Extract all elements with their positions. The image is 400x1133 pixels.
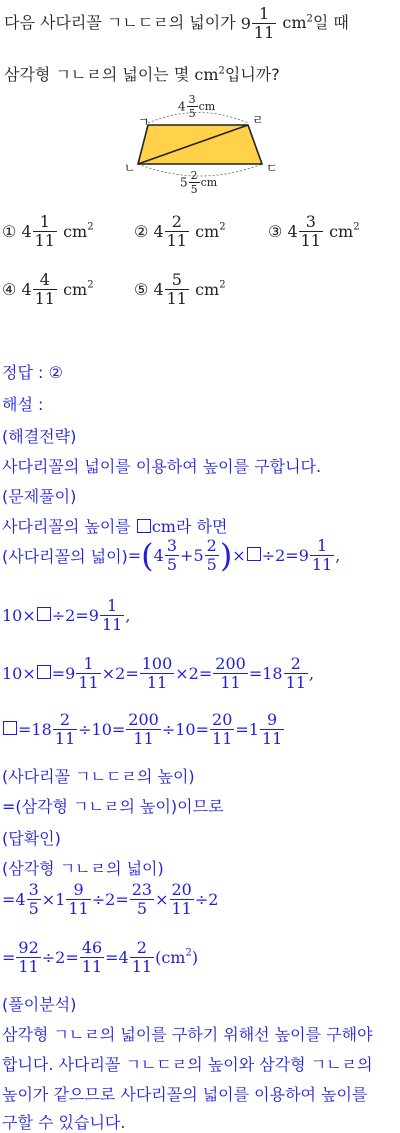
eq-num: 2 [188,664,199,683]
bottom-length-label [180,170,217,195]
option-whole: 4 [21,222,32,241]
eq-num: 11 [171,899,192,918]
eq-num: 11 [131,957,153,976]
option-den: 11 [166,231,187,250]
eq-num: 11 [220,673,241,692]
eq-num: 9 [65,664,76,683]
solve-text-b: 라 하면 [175,517,228,536]
unit: cm [194,65,219,84]
option-den: 11 [34,231,55,250]
check-label: (삼각형 ㄱㄴㄹ의 넓이) [2,859,164,878]
eq-num: 11 [261,729,283,748]
strategy-text: 사다리꼴의 넓이를 이용하여 높이를 구합니다. [2,457,322,476]
eq-num: 2 [53,712,77,730]
eq1-label: (사다리꼴의 넓이) [2,547,128,566]
area-whole: 9 [240,14,251,33]
option-unit-exp: 2 [87,221,94,233]
eq-num: 92 [18,938,39,957]
option-whole: 4 [153,280,164,299]
strategy-title: (해결전략) [2,427,77,446]
eq-num: 1 [55,890,66,909]
eq-num: 9 [260,712,284,730]
eq-num: 11 [212,729,233,748]
eq-num: 18 [31,720,52,739]
eq-num: 4 [118,948,129,967]
option-whole: 4 [153,222,164,241]
equation-5: =4 $\frac{3}{5}$ ×1 $\frac{9}{11}$ ÷2= $\frac{23}{5}$ × $\frac{20}{11}$ ÷2 [2,880,219,918]
option-fraction [33,214,57,249]
eq-num: 100 [141,654,173,673]
unknown-box [137,519,151,533]
eq-num: 9 [66,882,90,900]
analysis-line-1: 삼각형 ㄱㄴㄹ의 넓이를 구하기 위해선 높이를 구해야 [2,1025,373,1044]
analysis-line-3: 높이가 같으므로 사다리꼴의 넓이를 이용하여 높이를 [2,1085,368,1104]
eq-num: 1 [76,656,100,674]
option-unit-exp: 2 [219,221,226,233]
equation-6: = $\frac{92}{11}$ ÷2= $\frac{46}{11}$ =4 $\frac{2}{11}$ $(cm^2)$ [2,938,199,976]
analysis-title: (풀이분석) [2,995,77,1014]
bottom-num: 2 [190,169,198,182]
eq-num: 9 [298,546,309,565]
top-length-whole: 4 [178,99,186,114]
option-num: 1 [33,214,57,232]
equation-3: 10× =9 $\frac{1}{11}$ ×2= $\frac{100}{11}$ ×2= $\frac{200}{11}$ =18 $\frac{2}{11}$ , [2,654,315,692]
eq-num: 2 [115,664,126,683]
option-whole: 4 [21,280,32,299]
eq-num: 10 [91,720,112,739]
top-length-unit: cm [198,100,216,113]
eq-num: 10 [2,664,23,683]
eq-num: 46 [81,938,103,957]
solve-text-a: 사다리꼴의 높이를 [2,517,136,536]
area-unit: cm [282,13,307,32]
answer-label: 정답 : ② [2,363,63,382]
bottom-length-unit: cm [200,176,218,189]
option-whole: 4 [287,222,298,241]
vertex-d-label: ㄷ [266,161,278,175]
question-text: 다음 사다리꼴 ㄱㄴㄷㄹ의 넓이가 [4,13,241,32]
eq-num: 11 [18,957,39,976]
option-den: 11 [300,231,321,250]
option-num: 4 [33,272,57,290]
option-fraction [299,214,323,249]
option-fraction [33,272,57,307]
option-unit-exp: 2 [87,279,94,291]
eq-num: 9 [88,606,99,625]
unit-exp: 2 [218,65,225,77]
question-text-2: 삼각형 ㄱㄴㄹ의 넓이는 몇 [4,65,195,84]
analysis-line-2: 합니다. 사다리꼴 ㄱㄴㄷㄹ의 높이와 삼각형 ㄱㄴㄹ의 [2,1055,373,1074]
eq-num: 20 [171,880,192,899]
equation-2: 10× ÷2=9 $\frac{1}{11}$ , [2,596,131,634]
unknown-box [247,547,261,561]
option-1[interactable] [2,214,94,249]
eq-num: 11 [68,899,89,918]
eq-num: 200 [215,654,246,673]
bottom-length-whole: 5 [180,175,188,190]
option-unit: cm [329,222,354,241]
option-mark: ① [2,222,17,241]
analysis-line-4: 구할 수 있습니다. [2,1113,126,1132]
option-num: 5 [165,272,189,290]
eq-num: 11 [133,729,154,748]
eq-num: 1 [100,598,124,616]
eq-num: 2 [208,890,219,909]
area-numerator: 1 [252,6,276,24]
eq-num: 4 [15,890,26,909]
equation-4: =18 $\frac{2}{11}$ ÷10= $\frac{200}{11}$ ÷10= $\frac{20}{11}$ =1 $\frac{9}{11}$ [2,712,285,747]
top-num: 3 [188,93,196,106]
eq-num: 2 [65,606,76,625]
top-den: 5 [188,107,196,120]
option-unit-exp: 2 [219,279,226,291]
vertex-g-label: ㄱ [138,115,150,129]
eq-unit-exp: 2 [185,947,192,959]
unknown-box [3,721,17,735]
option-5[interactable] [134,272,226,307]
eq-num: 3 [166,536,178,555]
solve-title: (문제풀이) [2,487,77,506]
option-unit: cm [195,280,220,299]
unit: cm [151,517,176,536]
explanation-label: 해설 : [2,395,44,414]
option-fraction [165,214,189,249]
eq-num: 2 [105,890,116,909]
option-den: 11 [34,289,55,308]
option-mark: ② [134,222,149,241]
eq-num: 18 [262,664,283,683]
eq-num: 2 [206,536,217,555]
eq-num: 11 [285,673,306,692]
eq-num: 4 [153,546,164,565]
option-mark: ⑤ [134,280,149,299]
option-unit: cm [63,222,88,241]
solve-text [2,514,227,537]
vertex-n-label: ㄴ [124,161,136,175]
eq-num: 10 [175,720,196,739]
eq-num: 3 [28,880,39,899]
eq-num: 11 [78,673,99,692]
eq-num: 20 [212,710,233,729]
question-text-2-end: 입니까? [224,65,280,84]
option-3[interactable] [268,214,360,249]
height-line-2: =(삼각형 ㄱㄴㄹ의 높이)이므로 [2,797,224,816]
top-length-fraction [187,94,198,119]
option-unit: cm [195,222,220,241]
option-den: 11 [166,289,187,308]
question-line-2 [4,62,280,85]
height-line-1: (사다리꼴 ㄱㄴㄷㄹ의 높이) [2,767,195,786]
eq-num: 5 [193,546,204,565]
option-mark: ④ [2,280,17,299]
eq-num: 5 [136,899,147,918]
eq-num: 5 [28,899,39,918]
area-denominator: 11 [253,23,275,42]
bottom-den: 5 [190,183,198,196]
eq-num: 11 [311,555,333,574]
eq-num: 11 [54,729,76,748]
vertex-r-label: ㄹ [252,113,264,127]
eq-num: 2 [284,656,308,674]
eq-num: 2 [275,546,286,565]
option-unit: cm [63,280,88,299]
eq-num: 1 [310,538,334,556]
bottom-length-fraction [189,170,200,195]
option-fraction [165,272,189,307]
check-title: (답확인) [2,829,61,848]
eq-num: 11 [146,673,168,692]
eq-unit: cm [161,948,186,967]
question-line-1 [4,6,349,41]
option-4[interactable] [2,272,94,307]
option-2[interactable] [134,214,226,249]
eq-num: 2 [55,948,66,967]
eq-num: 11 [81,957,103,976]
eq-num: 200 [128,710,159,729]
eq-num: 1 [248,720,259,739]
eq-num: 2 [130,940,154,958]
top-length-label [178,94,215,119]
area-fraction [252,6,276,41]
eq-num: 5 [206,555,217,574]
equation-1: (사다리꼴의 넓이)=(4 $\frac{3}{5}$ +5 $\frac{2}{5}$ )× ÷2=9 $\frac{1}{11}$ , [2,536,341,575]
option-num: 2 [165,214,189,232]
eq-num: 23 [131,880,153,899]
unknown-box [37,665,51,679]
eq-num: 10 [2,606,23,625]
question-text-end: 일 때 [312,13,349,32]
eq-num: 5 [166,555,178,574]
option-num: 3 [299,214,323,232]
option-mark: ③ [268,222,283,241]
option-unit-exp: 2 [353,221,360,233]
unknown-box [37,607,51,621]
area-unit-exp: 2 [306,13,313,25]
eq-num: 11 [101,615,123,634]
